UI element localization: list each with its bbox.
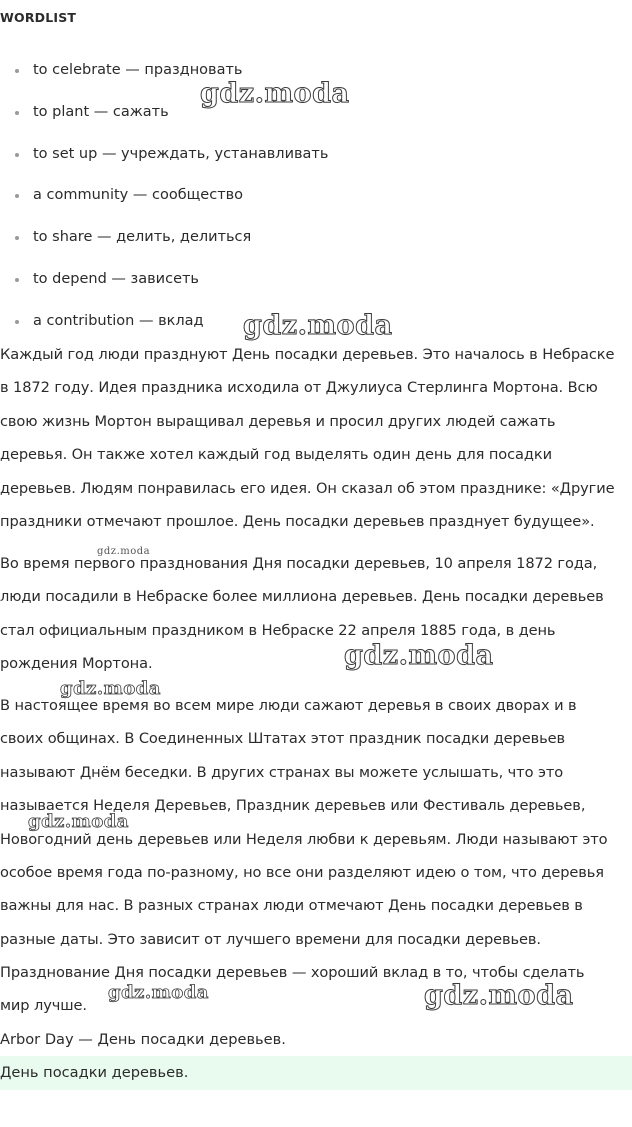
watermark-logo: gdz.moda [200,78,350,109]
bullet-icon [15,278,19,282]
wordlist [0,58,328,351]
watermark-logo: gdz.moda [60,678,161,699]
watermark-logo: gdz.moda [344,640,494,671]
bullet-icon [15,153,19,157]
wordlist-item: to set up — учреждать, устанавливать [0,142,328,184]
highlighted-answer: День посадки деревьев. [0,1056,632,1090]
bullet-icon [15,320,19,324]
watermark-logo: gdz.moda [97,546,151,557]
wordlist-item: to share — делить, делиться [0,225,328,267]
paragraph-conclusion: Празднование Дня посадки деревьев — хороший вклад в то, чтобы сделать мир лучше. [0,964,585,1015]
paragraph-first-celebration: Во время первого празднования Дня посадки деревьев, 10 апреля 1872 года, люди посадили в Небраске более миллиона деревьев. День посадки деревьев стал официальным праздником в Небраске 22 апреля 1885 года, в день рождения Мортона. [0,555,604,673]
wordlist-item: to celebrate — праздновать [0,58,328,100]
wordlist-item: a community — сообщество [0,183,328,225]
bullet-icon [15,236,19,240]
wordlist-heading: WORDLIST [0,10,77,25]
wordlist-item: to plant — сажать [0,100,328,142]
wordlist-item: to depend — зависеть [0,267,328,309]
paragraph-history: Каждый год люди празднуют День посадки деревьев. Это началось в Небраске в 1872 году. Идея праздника исходила от Джулиуса Стерлинга Мортона. Всю свою жизнь Мортон выращивал деревья и просил других людей сажать деревья. Он также хотел каждый год выделять один день для посадки деревьев. Людям понравилась его идея. Он сказал об этом празднике: «Другие праздники отмечают прошлое. День посадки деревьев празднует будущее». [0,346,615,530]
watermark-logo: gdz.moda [243,310,393,341]
bullet-icon [15,194,19,198]
paragraph-worldwide: В настоящее время во всем мире люди сажают деревья в своих дворах и в своих общинах. В Соединенных Штатах этот праздник посадки деревьев называют Днём беседки. В других странах вы можете услышать, что это называется Неделя Деревьев, Праздник деревьев или Фестиваль деревьев, Новогодний день деревьев или Неделя любви к деревьям. Люди называют это особое время года по-разному, но все они разделяют идею о том, что деревья важны для нас. В разных странах люди отмечают День посадки деревьев в разные даты. Это зависит от лучшего времени для посадки деревьев. [0,697,608,948]
watermark-logo: gdz.moda [108,982,209,1003]
watermark-logo: gdz.moda [424,980,574,1011]
wordlist-item: a contribution — вклад [0,309,328,351]
bullet-icon [15,69,19,73]
arbor-day-translation: Arbor Day — День посадки деревьев. [0,1031,286,1048]
bullet-icon [15,111,19,115]
watermark-logo: gdz.moda [28,811,129,832]
